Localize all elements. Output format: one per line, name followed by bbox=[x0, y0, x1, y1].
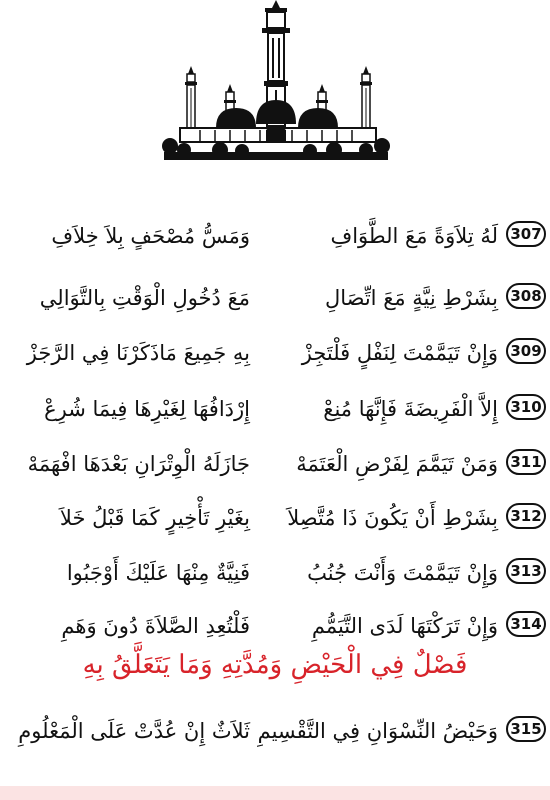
verse-row bbox=[0, 497, 550, 547]
verse-number-badge: 315 bbox=[506, 716, 546, 742]
verse-first-hemistich: وَإِنْ تَيَمَّمْتَ وَأَنْتَ جُنُبُ bbox=[307, 561, 498, 585]
verse-number-badge: 309 bbox=[506, 338, 546, 364]
verse-number-badge: 307 bbox=[506, 221, 546, 247]
verse-row bbox=[0, 277, 550, 327]
section-heading: فَصْلٌ فِي الْحَيْضِ وَمُدَّتِهِ وَمَا يَتَعَلَّقُ بِهِ bbox=[82, 650, 468, 680]
verse-number-badge: 313 bbox=[506, 558, 546, 584]
verse-row bbox=[0, 332, 550, 382]
verse-first-hemistich: بِشَرْطِ أَنْ يَكُونَ ذَا مُتَّصِلاَ bbox=[287, 506, 498, 530]
verse-row bbox=[0, 215, 550, 265]
verse-number-badge: 314 bbox=[506, 611, 546, 637]
verse-row bbox=[0, 388, 550, 438]
verse-first-hemistich: وَمَنْ تَيَمَّمَ لِفَرْضِ الْعَتَمَهْ bbox=[296, 452, 498, 476]
verse-second-hemistich: بِهِ جَمِيعَ مَاذَكَرْنَا فِي الرَّجَزْ bbox=[26, 341, 250, 365]
verse-number-badge: 312 bbox=[506, 503, 546, 529]
verse-second-hemistich: جَازَلَهُ الْوِتْرَانِ بَعْدَهَا افْهَمَهْ bbox=[27, 452, 250, 476]
verse-second-hemistich: بِغَيْرِ تَأْخِيرٍ كَمَا قَبْلُ خَلاَ bbox=[59, 506, 250, 530]
verse-row bbox=[0, 710, 550, 760]
page-bottom-edge bbox=[0, 786, 550, 800]
verse-second-hemistich: فَلْتُعِدِ الصَّلاَةَ دُونَ وَهَمِ bbox=[61, 614, 250, 638]
verse-number-badge: 310 bbox=[506, 394, 546, 420]
verse-first-hemistich: وَإِنْ تَيَمَّمْتَ لِنَفْلٍ فَلْتَجِزْ bbox=[301, 341, 498, 365]
verse-second-hemistich: فَنِيَّةٌ مِنْهَا عَلَيْكَ أَوْجَبُوا bbox=[66, 561, 250, 585]
verse-first-hemistich: لَهُ تِلاَوَةً مَعَ الطَّوَافِ bbox=[330, 224, 498, 248]
verse-first-hemistich: وَإِنْ تَرَكْتَهَا لَدَى التَّيَمُّمِ bbox=[311, 614, 498, 638]
verse-second-hemistich: ثَلاَثٌ إِنْ عُدَّتْ عَلَى الْمَعْلُومِ bbox=[18, 719, 250, 743]
verse-first-hemistich: وَحَيْضُ النِّسْوَانِ فِي التَّقْسِيمِ bbox=[257, 719, 498, 743]
verse-first-hemistich: بِشَرْطِ نِيَّةٍ مَعَ اتِّصَالِ bbox=[324, 286, 498, 310]
verse-row bbox=[0, 443, 550, 493]
verse-first-hemistich: إِلاَّ الْفَرِيضَةَ فَإِنَّهَا مُنِعْ bbox=[323, 397, 498, 421]
verse-number-badge: 308 bbox=[506, 283, 546, 309]
mosque-illustration bbox=[160, 0, 390, 168]
verse-second-hemistich: وَمَسُّ مُصْحَفٍ بِلاَ خِلاَفِ bbox=[51, 224, 250, 248]
verse-second-hemistich: إِرْدَافُهَا لِغَيْرِهَا فِيمَا شُرِعْ bbox=[44, 397, 250, 421]
verse-second-hemistich: مَعَ دُخُولِ الْوَقْتِ بِالتَّوَالِي bbox=[39, 286, 250, 310]
verse-row bbox=[0, 552, 550, 602]
verse-number-badge: 311 bbox=[506, 449, 546, 475]
